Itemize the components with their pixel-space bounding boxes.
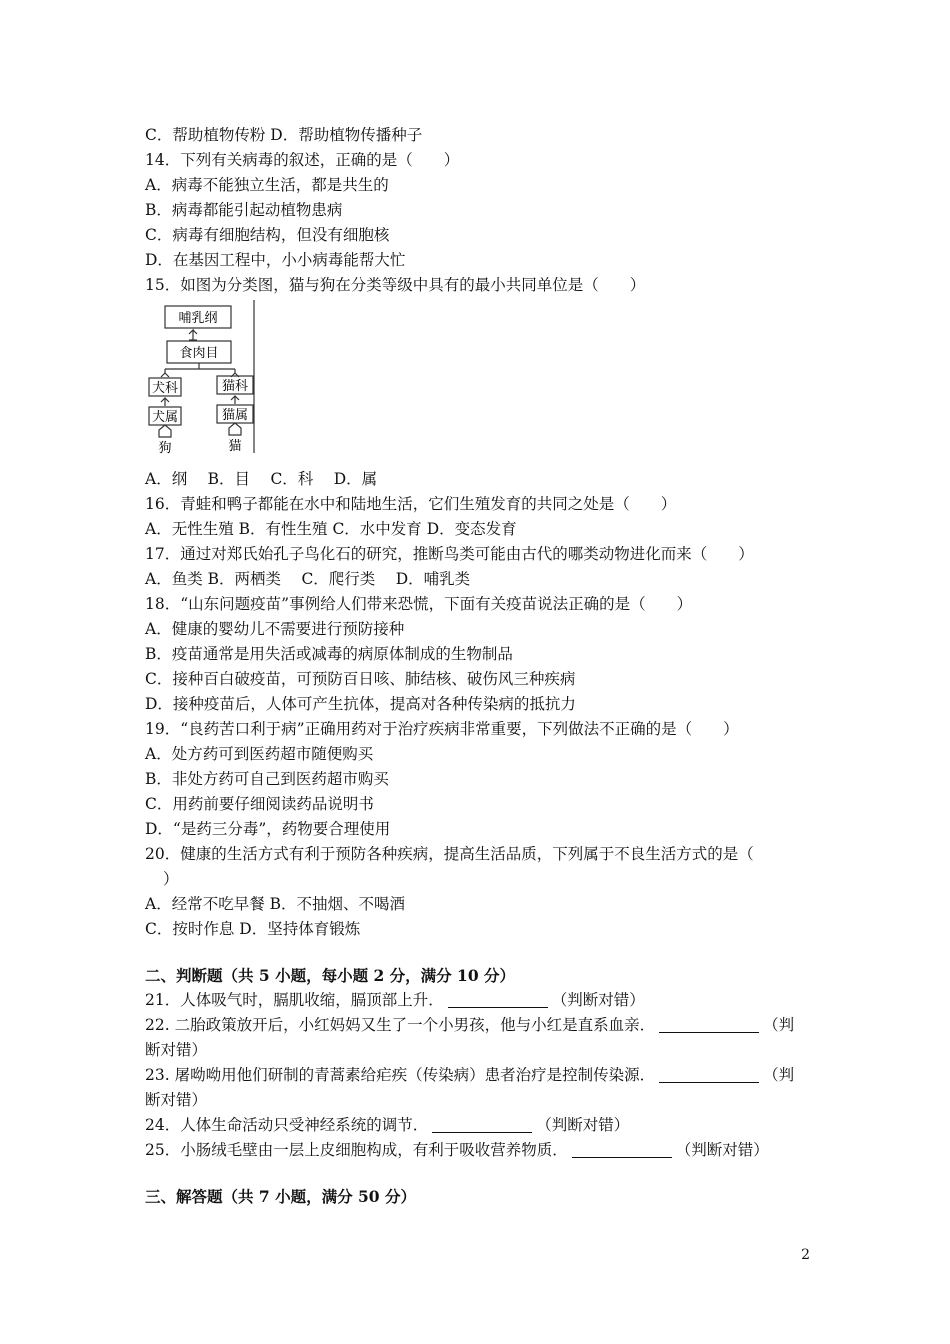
q14-stem: 14．下列有关病毒的叙述，正确的是（ ） bbox=[145, 151, 460, 169]
q24 bbox=[145, 1113, 805, 1138]
q25 bbox=[145, 1138, 805, 1163]
q14-option-d: D．在基因工程中，小小病毒能帮大忙 bbox=[145, 251, 406, 269]
q21 bbox=[145, 988, 805, 1013]
q22-text: 22. 二胎政策放开后，小红妈妈又生了一个小男孩，他与小红是直系血亲． bbox=[145, 1016, 656, 1034]
section-3-title: 三、解答题（共 7 小题，满分 50 分） bbox=[145, 1187, 416, 1206]
page-content bbox=[145, 123, 805, 1209]
q18-option-a: A．健康的婴幼儿不需要进行预防接种 bbox=[145, 620, 405, 638]
q19-option-b: B．非处方药可自己到医药超市购买 bbox=[145, 770, 389, 788]
q25-text: 25．小肠绒毛壁由一层上皮细胞构成，有利于吸收营养物质． bbox=[145, 1141, 568, 1159]
q20-stem-continuation: ） bbox=[163, 870, 179, 888]
q22-continuation: 断对错） bbox=[145, 1041, 208, 1059]
q13-option-cd: C．帮助植物传粉 D．帮助植物传播种子 bbox=[145, 126, 423, 144]
classification-diagram bbox=[145, 300, 805, 467]
q16-stem: 16．青蛙和鸭子都能在水中和陆地生活，它们生殖发育的共同之处是（ ） bbox=[145, 495, 677, 513]
q19-stem: 19．“良药苦口利于病”正确用药对于治疗疾病非常重要，下列做法不正确的是（ ） bbox=[145, 720, 739, 738]
q19-option-d: D．“是药三分毒”，药物要合理使用 bbox=[145, 820, 391, 838]
q22-answer-blank bbox=[659, 1016, 759, 1033]
cat-label: 猫 bbox=[228, 439, 242, 454]
classification-tree-svg bbox=[145, 300, 265, 460]
cat-family-label: 猫科 bbox=[221, 379, 249, 394]
q14-option-a: A．病毒不能独立生活，都是共生的 bbox=[145, 176, 389, 194]
q20-stem: 20．健康的生活方式有利于预防各种疾病，提高生活品质，下列属于不良生活方式的是（ bbox=[145, 845, 754, 863]
class-label: 哺乳纲 bbox=[178, 311, 218, 326]
order-label: 食肉目 bbox=[179, 346, 219, 361]
dog-family-label: 犬科 bbox=[151, 381, 179, 396]
q18-option-d: D．接种疫苗后，人体可产生抗体，提高对各种传染病的抵抗力 bbox=[145, 695, 576, 713]
q15-options: A．纲 B．目 C．科 D．属 bbox=[145, 470, 378, 488]
q23-continuation: 断对错） bbox=[145, 1091, 208, 1109]
q14-option-c: C．病毒有细胞结构，但没有细胞核 bbox=[145, 226, 390, 244]
q18-option-c: C．接种百白破疫苗，可预防百日咳、肺结核、破伤风三种疾病 bbox=[145, 670, 576, 688]
q15-stem: 15．如图为分类图，猫与狗在分类等级中具有的最小共同单位是（ ） bbox=[145, 276, 646, 294]
q18-stem: 18．“山东问题疫苗”事例给人们带来恐慌，下面有关疫苗说法正确的是（ ） bbox=[145, 595, 693, 613]
q22-suffix: （判 bbox=[763, 1016, 795, 1034]
dog-label: 狗 bbox=[158, 441, 172, 456]
q14-option-b: B．病毒都能引起动植物患病 bbox=[145, 201, 343, 219]
q18-option-b: B．疫苗通常是用失活或减毒的病原体制成的生物制品 bbox=[145, 645, 513, 663]
q22 bbox=[145, 1013, 805, 1038]
page-number: 2 bbox=[801, 1247, 810, 1263]
dog-genus-label: 犬属 bbox=[151, 410, 179, 425]
q19-option-a: A．处方药可到医药超市随便购买 bbox=[145, 745, 374, 763]
q21-suffix: （判断对错） bbox=[551, 991, 645, 1009]
q25-suffix: （判断对错） bbox=[675, 1141, 769, 1159]
q17-stem: 17．通过对郑氏始孔子鸟化石的研究，推断鸟类可能由古代的哪类动物进化而来（ ） bbox=[145, 545, 754, 563]
q23-text: 23. 屠呦呦用他们研制的青蒿素给疟疾（传染病）患者治疗是控制传染源． bbox=[145, 1066, 656, 1084]
q20-options-cd: C．按时作息 D．坚持体育锻炼 bbox=[145, 920, 361, 938]
section-2-title: 二、判断题（共 5 小题，每小题 2 分，满分 10 分） bbox=[145, 966, 516, 985]
q25-answer-blank bbox=[572, 1141, 672, 1158]
q19-option-c: C．用药前要仔细阅读药品说明书 bbox=[145, 795, 374, 813]
q21-text: 21．人体吸气时，膈肌收缩，膈顶部上升． bbox=[145, 991, 444, 1009]
q23-suffix: （判 bbox=[763, 1066, 795, 1084]
q24-suffix: （判断对错） bbox=[536, 1116, 630, 1134]
q20-options-ab: A．经常不吃早餐 B．不抽烟、不喝酒 bbox=[145, 895, 406, 913]
q24-text: 24．人体生命活动只受神经系统的调节． bbox=[145, 1116, 429, 1134]
q24-answer-blank bbox=[432, 1116, 532, 1133]
q23 bbox=[145, 1063, 805, 1088]
q17-options: A．鱼类 B．两栖类 C．爬行类 D．哺乳类 bbox=[145, 570, 471, 588]
q23-answer-blank bbox=[659, 1066, 759, 1083]
q16-options: A．无性生殖 B．有性生殖 C．水中发育 D．变态发育 bbox=[145, 520, 517, 538]
cat-genus-label: 猫属 bbox=[221, 408, 249, 423]
q21-answer-blank bbox=[448, 991, 548, 1008]
